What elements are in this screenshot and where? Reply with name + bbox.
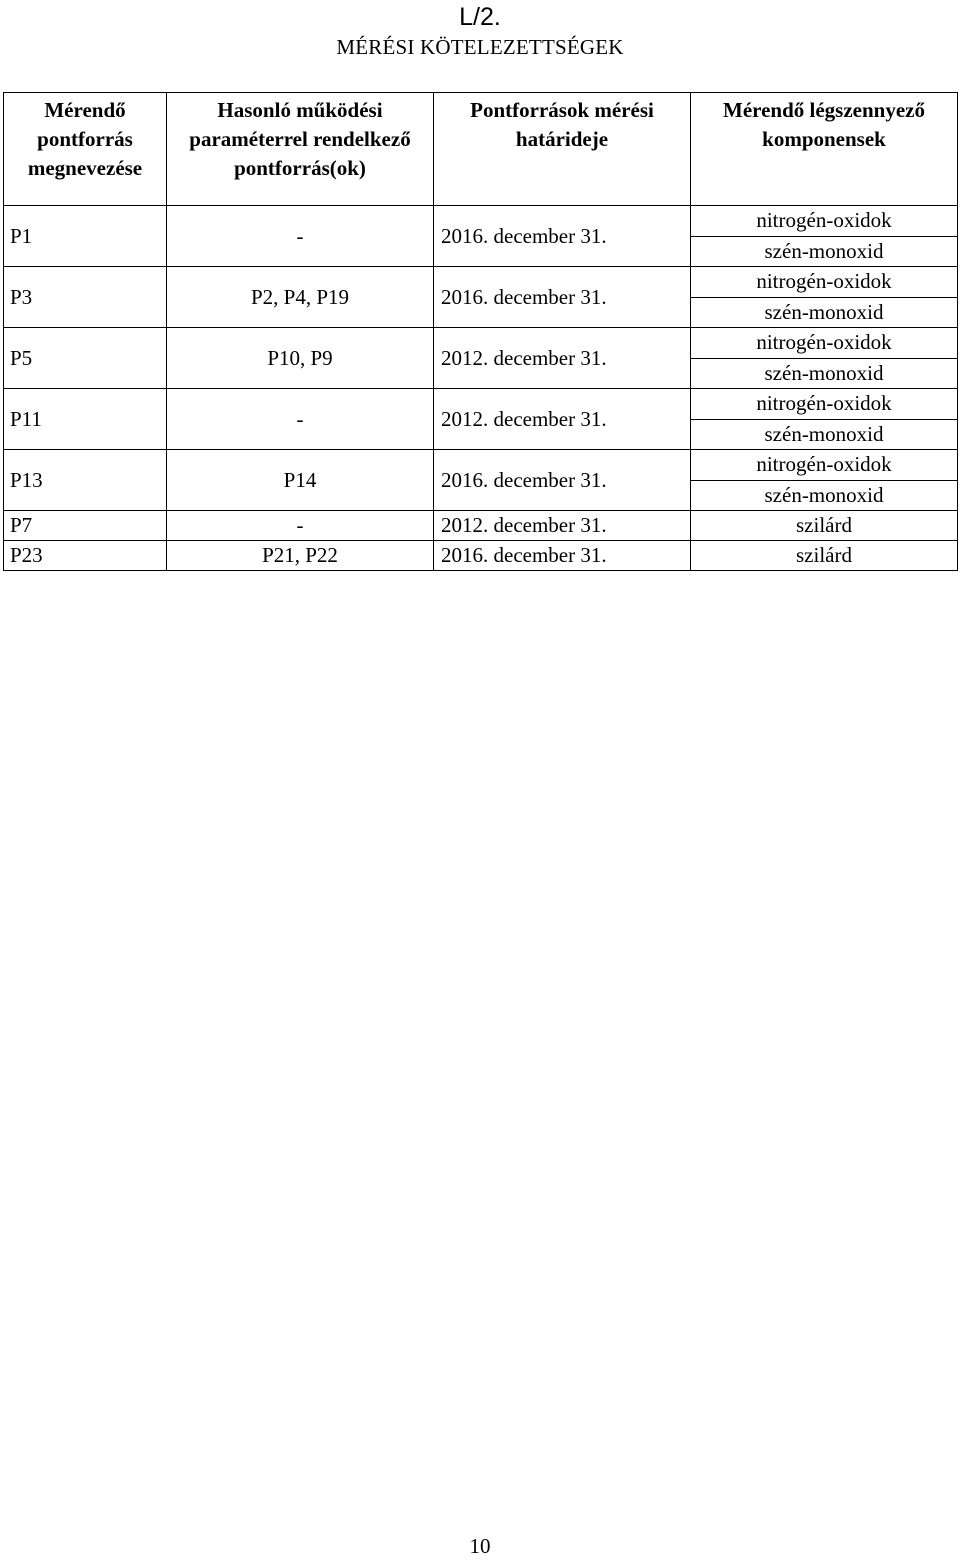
cell-deadline: 2016. december 31. (434, 541, 691, 571)
table-row (4, 328, 958, 389)
cell-source-id: P13 (4, 450, 167, 511)
cell-source-id: P3 (4, 267, 167, 328)
document-number: L/2. (459, 3, 501, 31)
table-row (4, 267, 958, 328)
cell-source-id: P23 (4, 541, 167, 571)
cell-similar-sources: P21, P22 (167, 541, 434, 571)
component-item: szén-monoxid (691, 358, 957, 389)
component-item: nitrogén-oxidok (756, 208, 892, 232)
component-item: nitrogén-oxidok (756, 391, 892, 415)
cell-source-id: P1 (4, 206, 167, 267)
component-item: nitrogén-oxidok (756, 330, 892, 354)
cell-similar-sources: P10, P9 (167, 328, 434, 389)
cell-deadline: 2012. december 31. (434, 511, 691, 541)
cell-similar-sources: P14 (167, 450, 434, 511)
measurement-obligations-table (3, 92, 958, 571)
page-number: 10 (469, 1534, 491, 1558)
cell-deadline: 2012. december 31. (434, 328, 691, 389)
cell-components (691, 267, 958, 328)
component-item: szén-monoxid (691, 419, 957, 450)
cell-deadline: 2016. december 31. (434, 206, 691, 267)
cell-source-id: P7 (4, 511, 167, 541)
table-row (4, 450, 958, 511)
table-row (4, 541, 958, 571)
column-header-source-name: Mérendő pontforrás megnevezése (4, 93, 167, 206)
column-header-deadline: Pontforrások mérési határideje (434, 93, 691, 206)
component-item: szén-monoxid (691, 236, 957, 267)
table-header-row (4, 93, 958, 206)
component-item: szén-monoxid (691, 297, 957, 328)
component-item: szén-monoxid (691, 480, 957, 511)
column-header-similar-sources: Hasonló működési paraméterrel rendelkező pontforrás(ok) (167, 93, 434, 206)
component-item: nitrogén-oxidok (756, 452, 892, 476)
cell-components (691, 389, 958, 450)
cell-deadline: 2012. december 31. (434, 389, 691, 450)
cell-components (691, 206, 958, 267)
table-row (4, 389, 958, 450)
cell-source-id: P11 (4, 389, 167, 450)
cell-similar-sources: P2, P4, P19 (167, 267, 434, 328)
cell-deadline: 2016. december 31. (434, 450, 691, 511)
cell-components (691, 328, 958, 389)
column-header-components: Mérendő légszennyező komponensek (691, 93, 958, 206)
component-item: nitrogén-oxidok (756, 269, 892, 293)
cell-similar-sources: - (167, 389, 434, 450)
cell-components: szilárd (691, 541, 958, 571)
document-title: MÉRÉSI KÖTELEZETTSÉGEK (336, 35, 624, 59)
table-row (4, 206, 958, 267)
cell-similar-sources: - (167, 511, 434, 541)
cell-components (691, 450, 958, 511)
cell-deadline: 2016. december 31. (434, 267, 691, 328)
cell-components: szilárd (691, 511, 958, 541)
cell-source-id: P5 (4, 328, 167, 389)
table-row (4, 511, 958, 541)
cell-similar-sources: - (167, 206, 434, 267)
